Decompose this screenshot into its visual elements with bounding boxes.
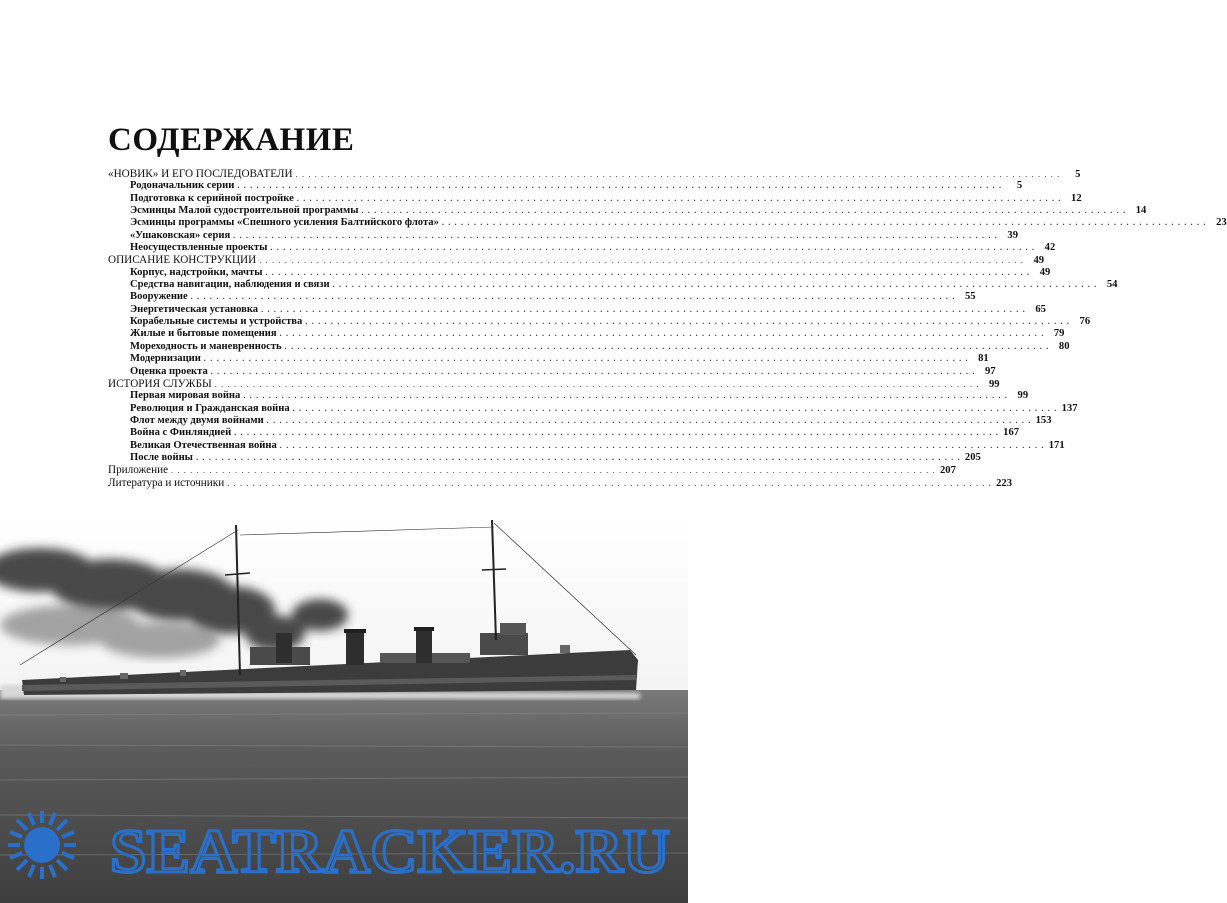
toc-leader-dots: . . . . . . . . . . . . . . . . . . . . . . . . . . . . . . . . . . . . . . . . . . . . . . . . . . . . . . . . . . . . . . . . . . . . . . . . . . . . . . . . . . . . . . . . . . . . . . . . . . . . . . . . . . . . . . . . . . . . . . . .: [233, 230, 998, 240]
toc-entry-label: Революция и Гражданская война: [130, 402, 290, 414]
toc-entry-label: «Ушаковская» серия: [130, 229, 231, 241]
toc-entry-label: Энергетическая установка: [130, 303, 259, 315]
toc-entry[interactable]: [108, 340, 1070, 353]
toc-entry[interactable]: [108, 279, 1118, 291]
watermark-text: SEATRACKER.RU: [110, 818, 670, 886]
toc-entry[interactable]: [108, 254, 1045, 267]
toc-entry-label: Эсминцы Малой судостроительной программы: [130, 205, 359, 217]
toc-leader-dots: . . . . . . . . . . . . . . . . . . . . . . . . . . . . . . . . . . . . . . . . . . . . . . . . . . . . . . . . . . . . . . . . . . . . . . . . . . . . . . . . . . . . . . . . . . . . . . . . . . . . . . . . . . . . . . . . . . . . . . . .: [243, 391, 1009, 401]
toc-entry-label: Великая Отечественная война: [130, 439, 277, 451]
toc-entry-label: Модернизации: [130, 353, 201, 365]
toc-entry[interactable]: [108, 217, 1227, 229]
page-title: СОДЕРЖАНИЕ: [108, 122, 355, 158]
toc-entry[interactable]: [108, 414, 1052, 427]
toc-entry-page: 42: [1044, 242, 1056, 254]
toc-entry-page: 80: [1058, 340, 1070, 352]
toc-leader-dots: . . . . . . . . . . . . . . . . . . . . . . . . . . . . . . . . . . . . . . . . . . . . . . . . . . . . . . . . . . . . . . . . . . . . . . . . . . . . . . . . . . . . . . . . . . . . . . . . . . . . . . . . . . . . . . . . . . . . . . . .: [305, 317, 1071, 327]
toc-entry-page: 97: [985, 365, 996, 377]
toc-entry-label: Подготовка к серийной постройке: [130, 192, 294, 204]
toc-leader-dots: . . . . . . . . . . . . . . . . . . . . . . . . . . . . . . . . . . . . . . . . . . . . . . . . . . . . . . . . . . . . . . . . . . . . . . . . . . . . . . . . . . . . . . . . . . . . . . . . . . . . . . . . . . . . . . . . . . . . . . . .: [237, 181, 1003, 191]
toc-entry-label: После войны: [130, 451, 193, 463]
toc-entry[interactable]: [108, 353, 989, 365]
toc-entry[interactable]: [108, 427, 1020, 439]
toc-entry[interactable]: [108, 291, 976, 303]
toc-entry[interactable]: [108, 192, 1082, 205]
watermark: [0, 800, 688, 903]
toc-entry[interactable]: [108, 377, 1000, 390]
toc-entry[interactable]: [108, 316, 1091, 328]
toc-leader-dots: . . . . . . . . . . . . . . . . . . . . . . . . . . . . . . . . . . . . . . . . . . . . . . . . . . . . . . . . . . . . . . . . . . . . . . . . . . . . . . . . . . . . . . . . . . . . . . . . . . . . . . . . . . . . . . . . . . . . . . . .: [227, 478, 993, 488]
toc-entry[interactable]: [108, 476, 1013, 489]
toc-leader-dots: . . . . . . . . . . . . . . . . . . . . . . . . . . . . . . . . . . . . . . . . . . . . . . . . . . . . . . . . . . . . . . . . . . . . . . . . . . . . . . . . . . . . . . . . . . . . . . . . . . . . . . . . . . . . . . . . . . . . . . . .: [195, 452, 961, 462]
toc-entry-page: 99: [1017, 390, 1029, 402]
toc-entry-label: «НОВИК» И ЕГО ПОСЛЕДОВАТЕЛИ: [108, 168, 293, 180]
toc-entry-page: 39: [1007, 229, 1018, 241]
toc-entry-label: Литература и источники: [108, 476, 225, 489]
toc-entry-page: 54: [1106, 279, 1118, 291]
toc-entry[interactable]: [108, 242, 1056, 254]
toc-leader-dots: . . . . . . . . . . . . . . . . . . . . . . . . . . . . . . . . . . . . . . . . . . . . . . . . . . . . . . . . . . . . . . . . . . . . . . . . . . . . . . . . . . . . . . . . . . . . . . . . . . . . . . . . . . . . . . . . . . . . . . . .: [261, 304, 1026, 314]
toc-leader-dots: . . . . . . . . . . . . . . . . . . . . . . . . . . . . . . . . . . . . . . . . . . . . . . . . . . . . . . . . . . . . . . . . . . . . . . . . . . . . . . . . . . . . . . . . . . . . . . . . . . . . . . . . . . . . . . . . . . . . . . . .: [295, 170, 1061, 179]
toc-leader-dots: . . . . . . . . . . . . . . . . . . . . . . . . . . . . . . . . . . . . . . . . . . . . . . . . . . . . . . . . . . . . . . . . . . . . . . . . . . . . . . . . . . . . . . . . . . . . . . . . . . . . . . . . . . . . . . . . . . . . . . . .: [203, 354, 969, 364]
toc-leader-dots: . . . . . . . . . . . . . . . . . . . . . . . . . . . . . . . . . . . . . . . . . . . . . . . . . . . . . . . . . . . . . . . . . . . . . . . . . . . . . . . . . . . . . . . . . . . . . . . . . . . . . . . . . . . . . . . . . . . . . . . .: [171, 466, 936, 476]
sun-logo-icon: [8, 811, 76, 879]
toc-entry-page: 81: [978, 353, 989, 365]
table-of-contents: [108, 168, 1227, 489]
toc-entry-page: 79: [1053, 328, 1065, 340]
toc-entry-page: 23: [1216, 217, 1227, 229]
toc-entry[interactable]: [108, 168, 1081, 180]
toc-entry-page: 99: [988, 378, 1000, 390]
toc-entry-page: 5: [1016, 180, 1023, 192]
toc-entry-label: Первая мировая война: [130, 390, 241, 402]
toc-entry[interactable]: [108, 439, 1065, 452]
toc-entry-page: 205: [964, 451, 981, 463]
toc-entry-label: ОПИСАНИЕ КОНСТРУКЦИИ: [108, 254, 257, 267]
toc-entry-label: Война с Финляндией: [130, 427, 232, 439]
toc-entry-label: Флот между двумя войнами: [130, 414, 264, 426]
toc-leader-dots: . . . . . . . . . . . . . . . . . . . . . . . . . . . . . . . . . . . . . . . . . . . . . . . . . . . . . . . . . . . . . . . . . . . . . . . . . . . . . . . . . . . . . . . . . . . . . . . . . . . . . . . . . . . . . . . . . . . . . . . .: [279, 329, 1045, 339]
toc-entry-page: 171: [1048, 439, 1065, 451]
toc-entry-label: Мореходность и маневренность: [130, 340, 282, 352]
toc-entry-label: Жилые и бытовые помещения: [130, 328, 277, 340]
toc-entry[interactable]: [108, 266, 1051, 279]
toc-entry-label: ИСТОРИЯ СЛУЖБЫ: [108, 377, 212, 390]
toc-leader-dots: . . . . . . . . . . . . . . . . . . . . . . . . . . . . . . . . . . . . . . . . . . . . . . . . . . . . . . . . . . . . . . . . . . . . . . . . . . . . . . . . . . . . . . . . . . . . . . . . . . . . . . . . . . . . . . . . . . . . . . . .: [279, 440, 1045, 450]
toc-leader-dots: . . . . . . . . . . . . . . . . . . . . . . . . . . . . . . . . . . . . . . . . . . . . . . . . . . . . . . . . . . . . . . . . . . . . . . . . . . . . . . . . . . . . . . . . . . . . . . . . . . . . . . . . . . . . . . . . . . . . . . . .: [210, 366, 976, 376]
toc-entry-page: 153: [1035, 414, 1052, 426]
toc-entry[interactable]: [108, 390, 1029, 402]
toc-entry-page: 5: [1075, 169, 1081, 180]
toc-entry[interactable]: [108, 180, 1023, 192]
toc-entry-page: 49: [1039, 266, 1051, 278]
toc-entry-page: 137: [1061, 402, 1078, 414]
toc-entry-page: 65: [1035, 303, 1046, 315]
toc-entry-page: 223: [996, 477, 1013, 489]
toc-entry-label: Средства навигации, наблюдения и связи: [130, 279, 330, 291]
toc-entry-page: 55: [964, 291, 976, 303]
toc-leader-dots: . . . . . . . . . . . . . . . . . . . . . . . . . . . . . . . . . . . . . . . . . . . . . . . . . . . . . . . . . . . . . . . . . . . . . . . . . . . . . . . . . . . . . . . . . . . . . . . . . . . . . . . . . . . . . . . . . . . . . . . .: [214, 379, 980, 389]
toc-entry[interactable]: [108, 303, 1046, 316]
toc-leader-dots: . . . . . . . . . . . . . . . . . . . . . . . . . . . . . . . . . . . . . . . . . . . . . . . . . . . . . . . . . . . . . . . . . . . . . . . . . . . . . . . . . . . . . . . . . . . . . . . . . . . . . . . . . . . . . . . . . . . . . . . .: [259, 256, 1025, 266]
toc-leader-dots: . . . . . . . . . . . . . . . . . . . . . . . . . . . . . . . . . . . . . . . . . . . . . . . . . . . . . . . . . . . . . . . . . . . . . . . . . . . . . . . . . . . . . . . . . . . . . . . . . . . . . . . . . . . . . . . . . . . . . . . .: [296, 193, 1062, 203]
toc-entry-page: 12: [1071, 192, 1082, 204]
toc-leader-dots: . . . . . . . . . . . . . . . . . . . . . . . . . . . . . . . . . . . . . . . . . . . . . . . . . . . . . . . . . . . . . . . . . . . . . . . . . . . . . . . . . . . . . . . . . . . . . . . . . . . . . . . . . . . . . . . . . . . . . . . .: [332, 280, 1098, 290]
toc-entry-page: 14: [1135, 205, 1147, 217]
toc-entry-label: Корабельные системы и устройства: [130, 316, 303, 328]
toc-entry-label: Родоначальник серии: [130, 180, 235, 192]
toc-entry-page: 167: [1003, 427, 1020, 439]
toc-leader-dots: . . . . . . . . . . . . . . . . . . . . . . . . . . . . . . . . . . . . . . . . . . . . . . . . . . . . . . . . . . . . . . . . . . . . . . . . . . . . . . . . . . . . . . . . . . . . . . . . . . . . . . . . . . . . . . . . . . . . . . . .: [441, 218, 1207, 228]
toc-leader-dots: . . . . . . . . . . . . . . . . . . . . . . . . . . . . . . . . . . . . . . . . . . . . . . . . . . . . . . . . . . . . . . . . . . . . . . . . . . . . . . . . . . . . . . . . . . . . . . . . . . . . . . . . . . . . . . . . . . . . . . . .: [234, 428, 1000, 438]
toc-leader-dots: . . . . . . . . . . . . . . . . . . . . . . . . . . . . . . . . . . . . . . . . . . . . . . . . . . . . . . . . . . . . . . . . . . . . . . . . . . . . . . . . . . . . . . . . . . . . . . . . . . . . . . . . . . . . . . . . . . . . . . . .: [266, 415, 1032, 425]
toc-entry[interactable]: [108, 328, 1065, 340]
toc-entry-page: 76: [1079, 316, 1091, 328]
toc-leader-dots: . . . . . . . . . . . . . . . . . . . . . . . . . . . . . . . . . . . . . . . . . . . . . . . . . . . . . . . . . . . . . . . . . . . . . . . . . . . . . . . . . . . . . . . . . . . . . . . . . . . . . . . . . . . . . . . . . . . . . . . .: [265, 267, 1031, 277]
toc-entry-label: Оценка проекта: [130, 365, 208, 377]
toc-entry-page: 49: [1033, 255, 1045, 267]
toc-entry-label: Приложение: [108, 464, 169, 477]
toc-leader-dots: . . . . . . . . . . . . . . . . . . . . . . . . . . . . . . . . . . . . . . . . . . . . . . . . . . . . . . . . . . . . . . . . . . . . . . . . . . . . . . . . . . . . . . . . . . . . . . . . . . . . . . . . . . . . . . . . . . . . . . . .: [284, 341, 1050, 351]
toc-entry-label: Неосуществленные проекты: [130, 242, 268, 254]
toc-entry[interactable]: [108, 451, 981, 464]
toc-leader-dots: . . . . . . . . . . . . . . . . . . . . . . . . . . . . . . . . . . . . . . . . . . . . . . . . . . . . . . . . . . . . . . . . . . . . . . . . . . . . . . . . . . . . . . . . . . . . . . . . . . . . . . . . . . . . . . . . . . . . . . . .: [270, 243, 1036, 253]
toc-entry[interactable]: [108, 365, 996, 378]
toc-entry[interactable]: [108, 205, 1147, 217]
toc-leader-dots: . . . . . . . . . . . . . . . . . . . . . . . . . . . . . . . . . . . . . . . . . . . . . . . . . . . . . . . . . . . . . . . . . . . . . . . . . . . . . . . . . . . . . . . . . . . . . . . . . . . . . . . . . . . . . . . . . . . . . . . .: [190, 292, 956, 302]
toc-leader-dots: . . . . . . . . . . . . . . . . . . . . . . . . . . . . . . . . . . . . . . . . . . . . . . . . . . . . . . . . . . . . . . . . . . . . . . . . . . . . . . . . . . . . . . . . . . . . . . . . . . . . . . . . . . . . . . . . . . . . . . . .: [361, 206, 1127, 216]
toc-entry[interactable]: [108, 402, 1078, 415]
toc-leader-dots: . . . . . . . . . . . . . . . . . . . . . . . . . . . . . . . . . . . . . . . . . . . . . . . . . . . . . . . . . . . . . . . . . . . . . . . . . . . . . . . . . . . . . . . . . . . . . . . . . . . . . . . . . . . . . . . . . . . . . . . .: [292, 403, 1058, 413]
toc-entry-label: Корпус, надстройки, мачты: [130, 266, 263, 278]
toc-entry-label: Эсминцы программы «Спешного усиления Балтийского флота»: [130, 217, 439, 229]
toc-entry[interactable]: [108, 464, 956, 477]
toc-entry-label: Вооружение: [130, 291, 188, 303]
toc-entry-page: 207: [939, 465, 956, 477]
toc-entry[interactable]: [108, 229, 1018, 242]
